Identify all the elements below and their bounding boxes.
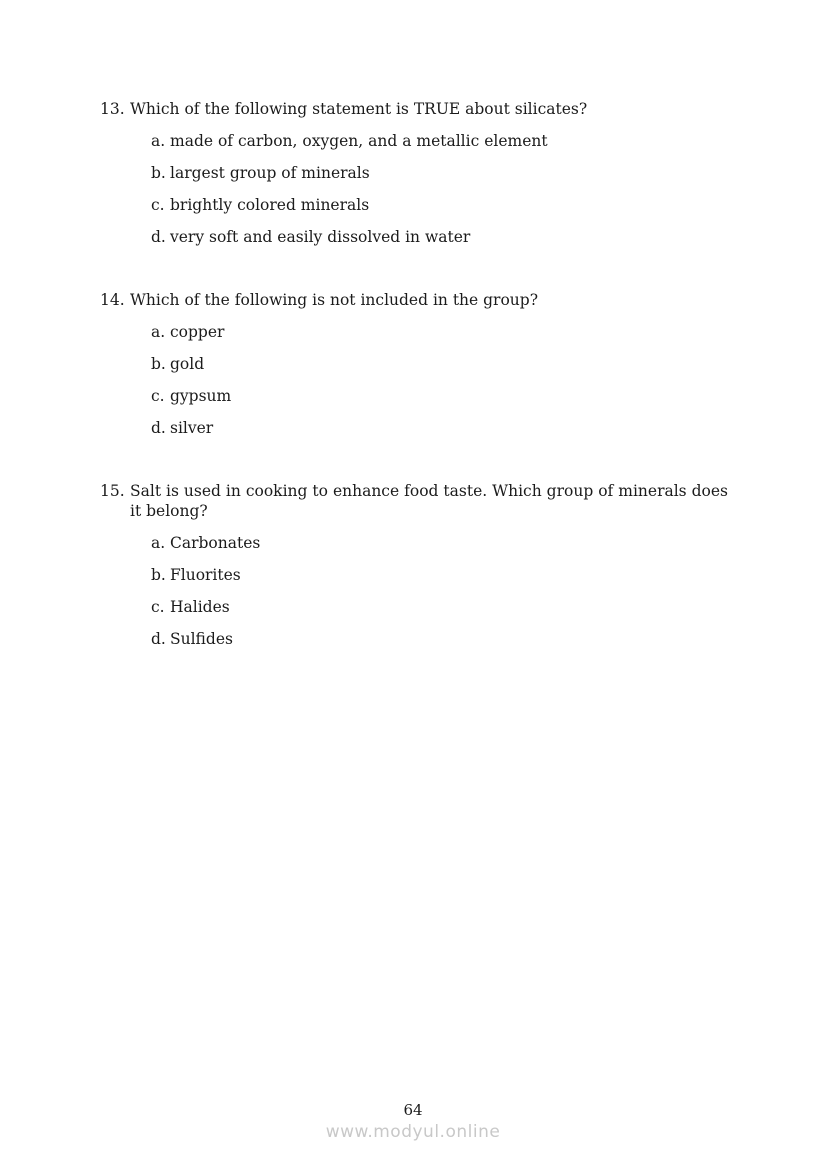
- option-text: Carbonates: [170, 534, 261, 552]
- options-list: [151, 533, 728, 649]
- answer-option: [151, 227, 728, 247]
- option-text: brightly colored minerals: [170, 196, 370, 214]
- question-number: 13.: [100, 100, 125, 118]
- options-list: [151, 131, 728, 247]
- option-text: very soft and easily dissolved in water: [170, 228, 471, 246]
- question: [100, 481, 728, 649]
- answer-option: [151, 354, 728, 374]
- option-text: Halides: [170, 598, 230, 616]
- option-letter: c.: [151, 598, 165, 616]
- page-number: 64: [403, 1101, 423, 1119]
- watermark: www.modyul.online: [325, 1122, 501, 1142]
- answer-option: [151, 131, 728, 151]
- answer-option: [151, 533, 728, 553]
- question-row: [100, 290, 728, 310]
- option-letter: b.: [151, 164, 166, 182]
- option-letter: b.: [151, 566, 166, 584]
- option-letter: c.: [151, 387, 165, 405]
- question-text: Which of the following statement is TRUE about silicates?: [130, 100, 588, 118]
- answer-option: [151, 418, 728, 438]
- option-text: gold: [170, 355, 205, 373]
- option-text: gypsum: [170, 387, 232, 405]
- option-letter: d.: [151, 630, 166, 648]
- option-letter: a.: [151, 534, 166, 552]
- option-text: Sulfides: [170, 630, 233, 648]
- question-number: 15.: [100, 482, 125, 500]
- option-text: silver: [170, 419, 214, 437]
- question-number: 14.: [100, 291, 125, 309]
- option-text: made of carbon, oxygen, and a metallic element: [170, 132, 548, 150]
- answer-option: [151, 565, 728, 585]
- option-letter: d.: [151, 419, 166, 437]
- questions-list: [100, 99, 728, 692]
- answer-option: [151, 629, 728, 649]
- option-letter: a.: [151, 132, 166, 150]
- option-letter: a.: [151, 323, 166, 341]
- question: [100, 290, 728, 438]
- answer-option: [151, 597, 728, 617]
- option-text: copper: [170, 323, 225, 341]
- question-text: Salt is used in cooking to enhance food taste. Which group of minerals does it belong?: [130, 482, 728, 520]
- question-text: Which of the following is not included in the group?: [130, 291, 539, 309]
- question-row: [100, 99, 728, 119]
- answer-option: [151, 322, 728, 342]
- option-letter: d.: [151, 228, 166, 246]
- answer-option: [151, 386, 728, 406]
- question-row: [100, 481, 728, 521]
- option-text: largest group of minerals: [170, 164, 370, 182]
- answer-option: [151, 163, 728, 183]
- option-letter: c.: [151, 196, 165, 214]
- question: [100, 99, 728, 247]
- option-text: Fluorites: [170, 566, 241, 584]
- answer-option: [151, 195, 728, 215]
- options-list: [151, 322, 728, 438]
- option-letter: b.: [151, 355, 166, 373]
